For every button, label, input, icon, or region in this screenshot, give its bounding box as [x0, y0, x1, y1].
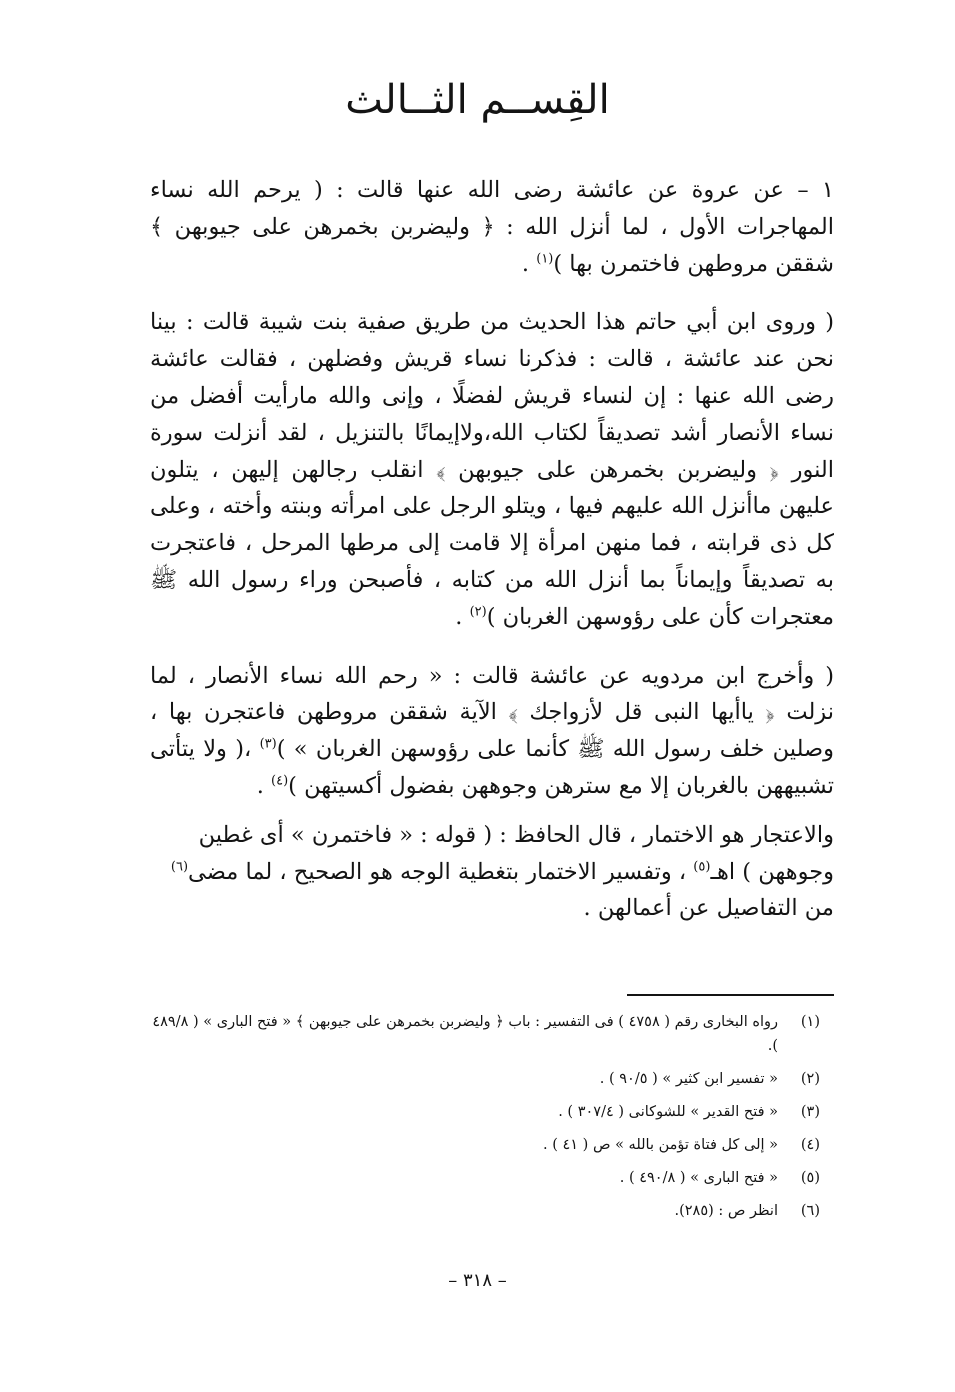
footnote-ref-4: (٤): [271, 773, 289, 789]
footnote-number: (١): [800, 1014, 820, 1030]
paragraph-3: ( وأخرج ابن مردويه عن عائشة قالت : « رحم الله نساء الأنصار ، لما نزلت ﴿ ياأيها النبى قل لأزواجك ﴾ الآية شققن مروطهن فاعتجرن بها ، وصلين خلف رسول الله ﷺ كأنما على رؤوسهن الغربان » )$^{(٣)}$ ،( ولا يتأتى تشبيههن بالغربان إلا مع سترهن وجوههن بفضول أكسيتهن )$^{(٤)}$ .: [150, 662, 834, 799]
footnote-text: رواه البخارى رقم ( ٤٧٥٨ ) فى التفسير : باب ﴿ وليضربن بخمرهن على جيوبهن ﴾ « فتح البارى » ( ٤٨٩/٨ ).: [152, 1014, 778, 1054]
footnote-number: (٤): [800, 1137, 820, 1153]
footnote: [150, 1133, 834, 1157]
footnote-ref-5: (٥): [693, 859, 711, 875]
footnote-number: (٥): [800, 1170, 820, 1186]
footnote-number: (٦): [800, 1203, 820, 1219]
footnote-text: انظر ص : (٢٨٥).: [674, 1203, 778, 1219]
main-text: [150, 172, 834, 927]
page-number: – ٣١٨ –: [448, 1270, 507, 1291]
footnote: [150, 1010, 834, 1058]
footnote: [150, 1166, 834, 1190]
footnote-separator: [627, 994, 834, 996]
paragraph-2: ( وروى ابن أبي حاتم هذا الحديث من طريق صفية بنت شيبة قالت : بينا نحن عند عائشة ، قالت : فذكرنا نساء قريش وفضلهن ، فقالت عائشة رضى الله عنها : إن لنساء قريش لفضلًا ، وإنى والله مارأيت أفضل من نساء الأنصار أشد تصديقاً لكتاب الله،ولاإيمانًا بالتنزيل ، لقد أنزلت سورة النور ﴿ وليضربن بخمرهن على جيوبهن ﴾ انقلب رجالهن إليهن ، يتلون عليهن ماأنزل الله عليهم فيها ، ويتلو الرجل على امرأته وبنته وأخته ، وعلى كل ذى قرابته ، فما منهن امرأة إلا قامت إلى مرطها المرحل ، فاعتجرت به تصديقاً وإيماناً بما أنزل الله من كتابه ، فأصبحن وراء رسول الله ﷺ معتجرات كأن على رؤوسهن الغربان )$^{(٢)}$ .: [150, 309, 834, 630]
footnote-text: « تفسير ابن كثير » ( ٩٠/٥ ) .: [599, 1071, 778, 1087]
footnote-number: (٢): [800, 1071, 820, 1087]
section-title: القِســم الثــالث: [345, 77, 610, 123]
paragraph-1: ١ – عن عروة عن عائشة رضى الله عنها قالت : ( يرحم الله نساء المهاجرات الأول ، لما أنزل الله : ﴿ وليضربن بخمرهن على جيوبهن ﴾ شققن مروطهن فاختمرن بها )$^{(١)}$ .: [150, 177, 834, 277]
footnote-text: « فتح البارى » ( ٤٩٠/٨ ) .: [619, 1170, 778, 1186]
footnote: [150, 1199, 834, 1223]
footnote-ref-1: (١): [536, 251, 554, 267]
footnote-ref-3: (٣): [259, 736, 277, 752]
footnote-text: « إلى كل فتاة تؤمن بالله » ص ( ٤١ ) .: [543, 1137, 778, 1153]
footnote-ref-6: (٦): [170, 859, 189, 875]
footnote: [150, 1067, 834, 1091]
footnote-text: « فتح القدير » للشوكانى ( ٣٠٧/٤ ) .: [558, 1104, 778, 1120]
footnote-ref-2: (٢): [469, 604, 487, 620]
footnote: [150, 1100, 834, 1124]
footnote-number: (٣): [800, 1104, 820, 1120]
paragraph-4: والاعتجار هو الاختمار ، قال الحافظ : ( قوله : « فاختمرن » أى غطين وجوههن ) اهـ$^{(٥)}$ ، وتفسير الاختمار بتغطية الوجه هو الصحيح ، لما مضى$^{(٦)}$ من التفاصيل عن أعمالهن .: [170, 821, 834, 922]
footnotes: [150, 1010, 834, 1232]
